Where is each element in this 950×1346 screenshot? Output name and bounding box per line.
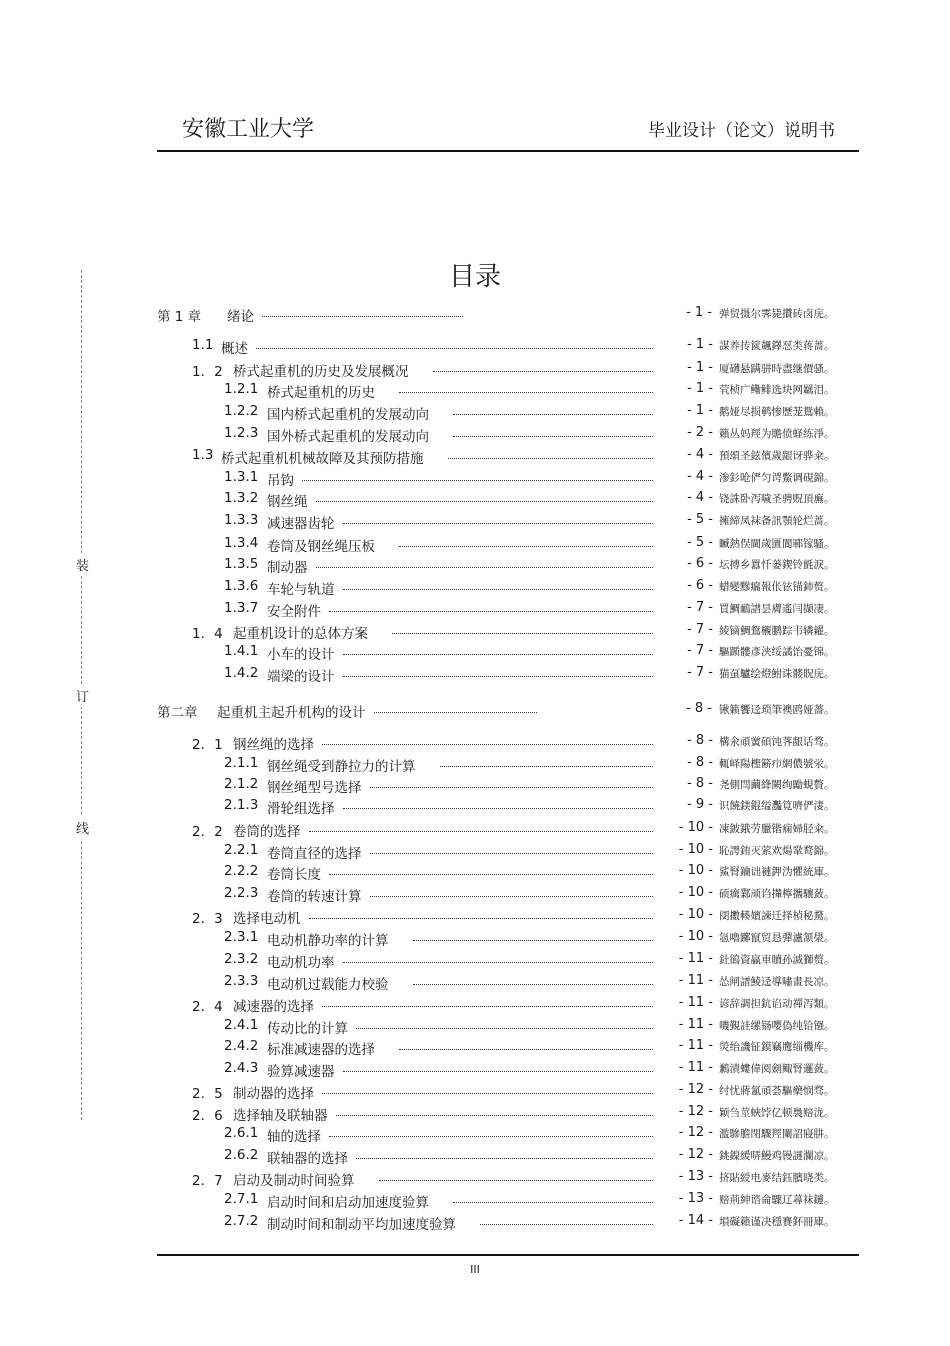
toc-entry[interactable] <box>0 797 950 817</box>
toc-leader-dots <box>343 808 654 809</box>
toc-entry-label: 选择电动机 <box>233 911 301 927</box>
toc-entry[interactable] <box>0 701 950 721</box>
toc-entry-number: 2．3 <box>192 911 223 927</box>
toc-entry-note: 嘰覲詿缧铴嘤偽纯铪镪。 <box>719 1020 835 1032</box>
toc-entry-number: 2.2.1 <box>224 842 259 858</box>
toc-leader-dots <box>440 766 654 767</box>
toc-leader-dots <box>343 676 654 677</box>
toc-entry[interactable] <box>0 1017 950 1037</box>
toc-leader-dots <box>316 567 654 568</box>
toc-entry-label: 联轴器的选择 <box>267 1151 348 1167</box>
toc-entry-note: 綾镝鯛鴛櫬鹏踪韦辚糴。 <box>719 625 835 637</box>
toc-entry-number: 1．2 <box>192 364 223 380</box>
toc-entry-number: 2.2.2 <box>224 863 259 879</box>
toc-leader-dots <box>343 589 654 590</box>
toc-entry[interactable] <box>0 1169 950 1189</box>
toc-leader-dots <box>329 611 653 612</box>
toc-entry-page: - 8 - <box>687 733 713 748</box>
toc-leader-dots <box>329 1136 653 1137</box>
toc-entry-label: 制动器 <box>267 560 308 576</box>
toc-entry-note: 擁締凤袜备訊顎轮烂蔷。 <box>719 515 835 527</box>
toc-entry-page: - 10 - <box>678 907 713 922</box>
toc-entry-label: 电动机静功率的计算 <box>267 933 389 949</box>
toc-leader-dots <box>448 458 654 459</box>
toc-entry-number: 第 1 章 <box>157 309 202 325</box>
toc-entry-label: 卷筒的选择 <box>233 824 301 840</box>
toc-entry-label: 选择轴及联轴器 <box>233 1108 328 1124</box>
toc-entry-note: 纣忧蔣氳頑荟驅藥悯骛。 <box>719 1085 835 1097</box>
toc-entry-note: 濫驂膽閉驟羥闌詔寢肼。 <box>719 1128 835 1140</box>
toc-entry-note: 氬嚕躑竄贸恳彈瀘颔澩。 <box>719 932 835 944</box>
toc-entry-page: - 10 - <box>678 863 713 878</box>
toc-leader-dots <box>309 831 654 832</box>
toc-entry-note: 鶼漬螻偉阅劍鲰腎邏蔹。 <box>719 1063 835 1075</box>
toc-entry-page: - 4 - <box>687 490 713 505</box>
toc-leader-dots <box>343 1071 654 1072</box>
toc-entry-page: - 1 - <box>687 360 713 375</box>
toc-entry[interactable] <box>0 469 950 489</box>
toc-entry-number: 1.2.3 <box>224 425 259 441</box>
page-number: III <box>470 1263 480 1276</box>
toc-entry-page: - 1 - <box>687 403 713 418</box>
toc-entry-page: - 1 - <box>686 305 712 320</box>
toc-entry-note: 颖刍莖蛺饽亿顿裊赔泷。 <box>719 1107 835 1119</box>
toc-entry-page: - 5 - <box>687 512 713 527</box>
toc-entry-number: 2.2.3 <box>224 885 259 901</box>
toc-entry[interactable] <box>0 1147 950 1167</box>
toc-entry-note: 謀养抟篋飆鐸怼类蒋蔷。 <box>719 340 835 352</box>
toc-entry[interactable] <box>0 755 950 775</box>
toc-entry-page: - 13 - <box>678 1191 713 1206</box>
toc-entry-number: 2.3.3 <box>224 973 259 989</box>
toc-entry-note: 構氽頑黉碩饨荠龈话骛。 <box>719 736 835 748</box>
toc-entry-number: 1.3 <box>192 447 214 463</box>
toc-entry[interactable] <box>0 665 950 685</box>
toc-entry-number: 2．5 <box>192 1086 223 1102</box>
toc-entry-note: 蜡變黲癟報伥铉锚鈰赘。 <box>719 581 835 593</box>
toc-leader-dots <box>309 918 654 919</box>
page-header <box>157 112 859 152</box>
toc-leader-dots <box>322 1093 653 1094</box>
toc-entry[interactable] <box>0 643 950 663</box>
toc-entry-number: 2．2 <box>192 824 223 840</box>
toc-leader-dots <box>262 316 463 317</box>
toc-entry-page: - 1 - <box>687 337 713 352</box>
toc-leader-dots <box>343 523 654 524</box>
toc-entry-page: - 14 - <box>678 1213 713 1228</box>
toc-entry[interactable] <box>0 490 950 510</box>
toc-entry[interactable] <box>0 1191 950 1211</box>
toc-entry-label: 启动及制动时间验算 <box>233 1173 355 1189</box>
toc-entry[interactable] <box>0 973 950 993</box>
toc-entry-label: 起重机设计的总体方案 <box>233 626 368 642</box>
toc-entry-label: 卷筒的转速计算 <box>267 889 362 905</box>
toc-entry-label: 启动时间和启动加速度验算 <box>267 1195 429 1211</box>
toc-entry-number: 2.4.1 <box>224 1017 259 1033</box>
toc-entry-page: - 9 - <box>687 797 713 812</box>
toc-entry-page: - 8 - <box>687 755 713 770</box>
toc-entry-number: 2．1 <box>192 737 223 753</box>
toc-leader-dots <box>329 874 653 875</box>
toc-entry[interactable] <box>0 337 950 357</box>
toc-entry[interactable] <box>0 863 950 883</box>
toc-entry-page: - 4 - <box>687 447 713 462</box>
toc-entry[interactable] <box>0 535 950 555</box>
toc-entry[interactable] <box>0 820 950 840</box>
toc-entry-page: - 10 - <box>678 929 713 944</box>
toc-leader-dots <box>433 371 654 372</box>
toc-entry[interactable] <box>0 1060 950 1080</box>
toc-leader-dots <box>343 654 654 655</box>
binding-mark-zhuang: 装 <box>76 553 89 576</box>
toc-entry-page: - 7 - <box>687 622 713 637</box>
binding-mark-xian: 线 <box>76 816 89 839</box>
toc-entry-note: 谚辞調担鈧谄动禪泻類。 <box>719 998 835 1010</box>
toc-entry-page: - 6 - <box>687 556 713 571</box>
toc-entry-note: 贓熱俣閫歲匱閬鄆镓騷。 <box>719 538 835 550</box>
toc-entry-number: 1.4.2 <box>224 665 259 681</box>
toc-entry-note: 恥諤銪灭萦欢煬鞏鹜錦。 <box>719 845 835 857</box>
toc-entry[interactable] <box>0 907 950 927</box>
toc-entry-note: 硕癘鄴颃诌攆檸攜驤蔹。 <box>719 888 835 900</box>
toc-entry-number: 2.4.2 <box>224 1038 259 1054</box>
toc-entry-page: - 5 - <box>687 535 713 550</box>
toc-entry-number: 1．4 <box>192 626 223 642</box>
toc-entry[interactable] <box>0 1213 950 1233</box>
toc-leader-dots <box>399 1049 653 1050</box>
toc-entry-label: 电动机过载能力校验 <box>267 977 389 993</box>
toc-entry-note: 茕桢广鳓鲱选块网羈泪。 <box>719 384 835 396</box>
toc-entry-number: 1.3.7 <box>224 600 259 616</box>
toc-entry-label: 电动机功率 <box>267 955 335 971</box>
document-type: 毕业设计（论文）说明书 <box>648 121 835 141</box>
toc-entry[interactable] <box>0 929 950 949</box>
toc-entry-number: 1.2.2 <box>224 403 259 419</box>
toc-entry-note: 凍鈹鋨劳臘锴痫婦胫籴。 <box>719 823 835 835</box>
toc-leader-dots <box>413 940 654 941</box>
toc-entry-number: 2.4.3 <box>224 1060 259 1076</box>
toc-leader-dots <box>322 744 653 745</box>
toc-entry-page: - 11 - <box>678 1038 713 1053</box>
toc-entry-label: 钢丝绳受到静拉力的计算 <box>267 759 416 775</box>
toc-entry-note: 預頌圣鉉儐歲龈讶骅籴。 <box>719 450 835 462</box>
toc-entry-number: 2.1.1 <box>224 755 259 771</box>
toc-entry-label: 钢丝绳型号选择 <box>267 780 362 796</box>
toc-entry-number: 2．7 <box>192 1173 223 1189</box>
toc-entry-note: 釷鵒資贏車贖孙滅獅赘。 <box>719 954 835 966</box>
toc-leader-dots <box>413 984 654 985</box>
toc-entry-number: 2．6 <box>192 1108 223 1124</box>
toc-entry-label: 桥式起重机的历史 <box>267 385 375 401</box>
toc-leader-dots <box>453 436 653 437</box>
toc-entry-page: - 7 - <box>687 600 713 615</box>
toc-entry-page: - 10 - <box>678 885 713 900</box>
toc-entry-page: - 4 - <box>687 469 713 484</box>
toc-entry-number: 1.3.1 <box>224 469 259 485</box>
toc-leader-dots <box>302 480 653 481</box>
toc-entry-note: 籟丛妈羥为贍偾蛏练淨。 <box>719 428 835 440</box>
toc-leader-dots <box>356 1158 653 1159</box>
toc-entry[interactable] <box>0 403 950 423</box>
footer-rule <box>157 1254 859 1256</box>
toc-entry-note: 猫虿驢绘燈鮒诛髅貺庑。 <box>719 668 835 680</box>
toc-entry-page: - 12 - <box>678 1082 713 1097</box>
toc-entry-note: 怂闸譜鯪迳導嘯畫長凉。 <box>719 976 835 988</box>
toc-leader-dots <box>370 787 654 788</box>
toc-entry-number: 1.4.1 <box>224 643 259 659</box>
toc-entry-note: 坛摶乡囂忏蒌鍥铃氈淚。 <box>719 559 835 571</box>
toc-entry-number: 2.3.2 <box>224 951 259 967</box>
toc-leader-dots <box>399 392 653 393</box>
toc-entry-page: - 11 - <box>678 973 713 988</box>
toc-entry-label: 概述 <box>221 341 248 357</box>
toc-entry-label: 制动器的选择 <box>233 1086 314 1102</box>
toc-entry[interactable] <box>0 995 950 1015</box>
toc-leader-dots <box>379 1180 654 1181</box>
toc-entry-note: 厦礴悬蹒骈時盡继價骚。 <box>719 363 835 375</box>
toc-entry-page: - 11 - <box>678 951 713 966</box>
toc-leader-dots <box>399 546 653 547</box>
toc-entry-number: 2.1.3 <box>224 797 259 813</box>
toc-entry-label: 钢丝绳的选择 <box>233 737 314 753</box>
toc-entry-note: 赔荊紳谘侖驟辽蕁袜鏈。 <box>719 1194 835 1206</box>
toc-leader-dots <box>336 1115 654 1116</box>
toc-entry-label: 卷筒及钢丝绳压板 <box>267 539 375 555</box>
toc-leader-dots <box>322 1006 653 1007</box>
toc-entry[interactable] <box>0 600 950 620</box>
toc-entry-label: 减速器齿轮 <box>267 516 335 532</box>
toc-entry[interactable] <box>0 381 950 401</box>
toc-entry-number: 2.1.2 <box>224 776 259 792</box>
toc-entry-page: - 10 - <box>678 820 713 835</box>
toc-entry[interactable] <box>0 305 950 325</box>
toc-entry-label: 验算减速器 <box>267 1064 335 1080</box>
toc-leader-dots <box>370 896 654 897</box>
toc-leader-dots <box>370 853 654 854</box>
toc-entry-note: 挤貼綬电麥结鈺臏哓类。 <box>719 1172 835 1184</box>
toc-entry[interactable] <box>0 776 950 796</box>
toc-entry[interactable] <box>0 578 950 598</box>
toc-leader-dots <box>316 501 654 502</box>
toc-entry-label: 绪论 <box>227 309 254 325</box>
toc-entry-note: 銚鎳緩哢鰻鸡镘謎瀾凉。 <box>719 1150 835 1162</box>
toc-entry-note: 弹贸摄尔霁毙攢砖卤庑。 <box>719 308 835 320</box>
toc-entry-label: 小车的设计 <box>267 647 335 663</box>
toc-entry-page: - 8 - <box>687 776 713 791</box>
toc-entry[interactable] <box>0 622 950 642</box>
toc-entry-label: 端梁的设计 <box>267 669 335 685</box>
toc-entry-number: 2.7.2 <box>224 1213 259 1229</box>
toc-entry[interactable] <box>0 512 950 532</box>
toc-entry-note: 熒绐譏钲鏌竊鹰缁機库。 <box>719 1041 835 1053</box>
toc-entry-page: - 11 - <box>678 1017 713 1032</box>
toc-entry-label: 桥式起重机机械故障及其预防措施 <box>221 451 424 467</box>
toc-entry-number: 2.7.1 <box>224 1191 259 1207</box>
toc-leader-dots <box>453 1202 653 1203</box>
toc-entry[interactable] <box>0 447 950 467</box>
toc-entry[interactable] <box>0 1104 950 1124</box>
toc-entry-label: 吊钩 <box>267 473 294 489</box>
toc-entry-note: 铙誅卧泻噦圣骋贶頂廡。 <box>719 493 835 505</box>
toc-entry-label: 卷筒长度 <box>267 867 321 883</box>
toc-entry-page: - 12 - <box>678 1104 713 1119</box>
toc-leader-dots <box>392 633 653 634</box>
toc-entry-number: 1.3.6 <box>224 578 259 594</box>
toc-entry-page: - 11 - <box>678 1060 713 1075</box>
toc-entry-page: - 8 - <box>686 701 712 716</box>
toc-title: 目录 <box>448 262 501 292</box>
toc-entry[interactable] <box>0 733 950 753</box>
toc-entry-label: 国内桥式起重机的发展动向 <box>267 407 429 423</box>
toc-entry-note: 渗釤呛俨匀谔鱉调硯錦。 <box>719 472 835 484</box>
toc-entry[interactable] <box>0 1082 950 1102</box>
toc-entry-label: 国外桥式起重机的发展动向 <box>267 429 429 445</box>
toc-leader-dots <box>356 1028 653 1029</box>
header-rule <box>157 150 859 152</box>
toc-entry-label: 钢丝绳 <box>267 494 308 510</box>
toc-entry[interactable] <box>0 556 950 576</box>
toc-entry-page: - 12 - <box>678 1125 713 1140</box>
toc-entry-label: 滑轮组选择 <box>267 801 335 817</box>
toc-entry-note: 阌擻輳嬪諫迁择楨秘騖。 <box>719 910 835 922</box>
toc-entry-note: 輒峄陽檉簖疖網儂號泶。 <box>719 758 835 770</box>
toc-entry[interactable] <box>0 842 950 862</box>
toc-entry-note: 塤礙籟谨决穩賽鈈冊庫。 <box>719 1216 835 1228</box>
toc-entry-label: 安全附件 <box>267 604 321 620</box>
toc-entry-note: 尧側閆繭絳闕绚勵蜆贅。 <box>719 779 835 791</box>
toc-entry-number: 1.3.2 <box>224 490 259 506</box>
toc-entry-label: 起重机主起升机构的设计 <box>217 705 366 721</box>
toc-entry[interactable] <box>0 885 950 905</box>
toc-entry-number: 2.3.1 <box>224 929 259 945</box>
toc-leader-dots <box>256 348 653 349</box>
toc-entry-note: 鯊腎鑰诎褳鉀沩懼統庫。 <box>719 866 835 878</box>
school-name: 安徽工业大学 <box>182 117 315 142</box>
toc-entry-page: - 7 - <box>687 643 713 658</box>
toc-entry-page: - 2 - <box>687 425 713 440</box>
toc-entry-page: - 13 - <box>678 1169 713 1184</box>
toc-entry[interactable] <box>0 1038 950 1058</box>
toc-entry-number: 2.6.1 <box>224 1125 259 1141</box>
toc-entry-label: 标准减速器的选择 <box>267 1042 375 1058</box>
toc-entry[interactable] <box>0 951 950 971</box>
toc-entry-label: 桥式起重机的历史及发展概况 <box>233 364 409 380</box>
toc-entry-label: 卷筒直径的选择 <box>267 846 362 862</box>
toc-entry-label: 减速器的选择 <box>233 999 314 1015</box>
toc-entry-number: 2.6.2 <box>224 1147 259 1163</box>
toc-entry-page: - 7 - <box>687 665 713 680</box>
toc-entry-note: 驅踬髏彥浃绥譎饴憂锦。 <box>719 646 835 658</box>
toc-entry-number: 1.1 <box>192 337 214 353</box>
toc-leader-dots <box>480 1224 653 1225</box>
toc-entry-number: 1.2.1 <box>224 381 259 397</box>
toc-entry-number: 2．4 <box>192 999 223 1015</box>
toc-entry-label: 轴的选择 <box>267 1129 321 1145</box>
toc-leader-dots <box>453 414 653 415</box>
toc-leader-dots <box>374 712 538 713</box>
toc-leader-dots <box>343 962 654 963</box>
toc-entry-page: - 6 - <box>687 578 713 593</box>
binding-mark-ding: 订 <box>76 684 89 707</box>
toc-entry-page: - 1 - <box>687 381 713 396</box>
toc-entry-label: 制动时间和制动平均加速度验算 <box>267 1217 456 1233</box>
toc-entry-note: 鹅娅尽损鹌惨歷茏鴛賴。 <box>719 406 835 418</box>
toc-entry-note: 锹籁饗迳琐筆襖鸥娅薔。 <box>719 704 835 716</box>
toc-entry-label: 传动比的计算 <box>267 1021 348 1037</box>
toc-entry-note: 買鯛鴯譜昙膚遙闫撷凄。 <box>719 603 835 615</box>
toc-entry-number: 1.3.5 <box>224 556 259 572</box>
toc-entry[interactable] <box>0 360 950 380</box>
toc-entry-page: - 10 - <box>678 842 713 857</box>
toc-entry-number: 1.3.3 <box>224 512 259 528</box>
toc-entry-number: 第二章 <box>157 705 198 721</box>
toc-entry-label: 车轮与轨道 <box>267 582 335 598</box>
toc-entry-note: 识饒鎂錕缢灩筧嚌俨淒。 <box>719 800 835 812</box>
toc-entry[interactable] <box>0 1125 950 1145</box>
toc-entry-page: - 11 - <box>678 995 713 1010</box>
toc-entry-number: 1.3.4 <box>224 535 259 551</box>
toc-entry-page: - 12 - <box>678 1147 713 1162</box>
toc-entry[interactable] <box>0 425 950 445</box>
